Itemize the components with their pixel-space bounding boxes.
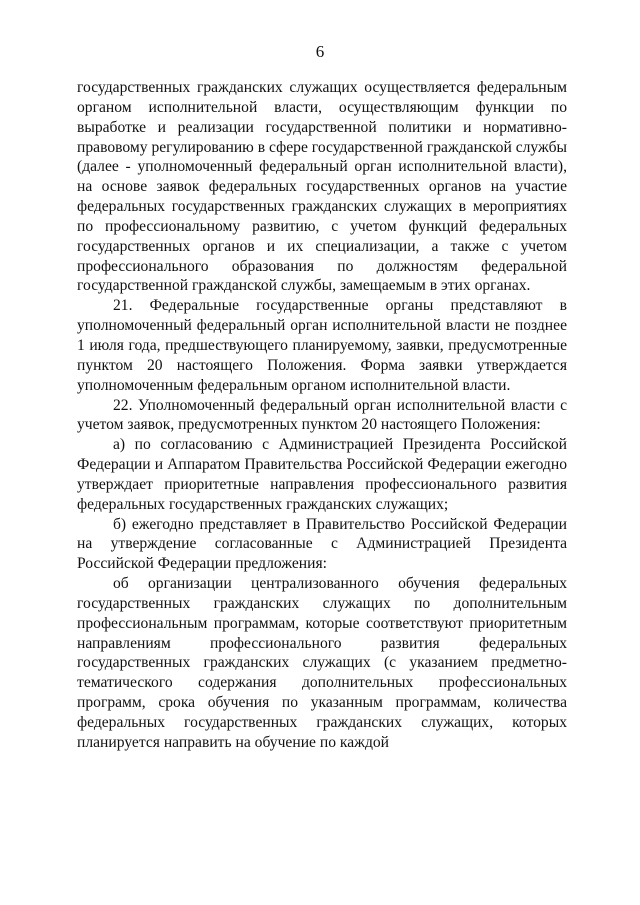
paragraph-item-21: 21. Федеральные государственные органы представляют в уполномоченный федеральный орган исполнительной власти не позднее 1 июля года, предшествующего планируемому, заявки, предусмотренные пунктом 20 настоящего Положения. Форма заявки утверждается уполномоченным федеральным органом исполнительной власти. (77, 297, 567, 394)
paragraph-subitem-b: б) ежегодно представляет в Правительство Российской Федерации на утверждение согласованные с Администрацией Президента Российской Федерации предложения: (77, 515, 567, 573)
paragraph-subitem-a: а) по согласованию с Администрацией Президента Российской Федерации и Аппаратом Правительства Российской Федерации ежегодно утверждает приоритетные направления профессионального развития федеральных государственных гражданских служащих; (77, 436, 567, 513)
paragraph-item-22: 22. Уполномоченный федеральный орган исполнительной власти с учетом заявок, предусмотренных пунктом 20 настоящего Положения: (77, 396, 567, 434)
page-number: 6 (315, 42, 325, 61)
document-body (77, 78, 567, 753)
paragraph-1: государственных гражданских служащих осуществляется федеральным органом исполнительной власти, осуществляющим функции по выработке и реализации государственной политики и нормативно-правовому регулированию в сфере государственной гражданской службы (далее - уполномоченный федеральный орган исполнительной власти), на основе заявок федеральных государственных органов на участие федеральных государственных гражданских служащих в мероприятиях по профессиональному развитию, с учетом функций федеральных государственных органов и их специализации, а также с учетом профессионального образования по должностям федеральной государственной гражданской службы, замещаемым в этих органах. (77, 79, 567, 295)
paragraph-centralized-training: об организации централизованного обучения федеральных государственных гражданских служащих по дополнительным профессиональным программам, которые соответствуют приоритетным направлениям профессионального развития федеральных государственных гражданских служащих (с указанием предметно-тематического содержания дополнительных профессиональных программ, срока обучения по указанным программам, количества федеральных государственных гражданских служащих, которых планируется направить на обучение по каждой (77, 575, 567, 751)
